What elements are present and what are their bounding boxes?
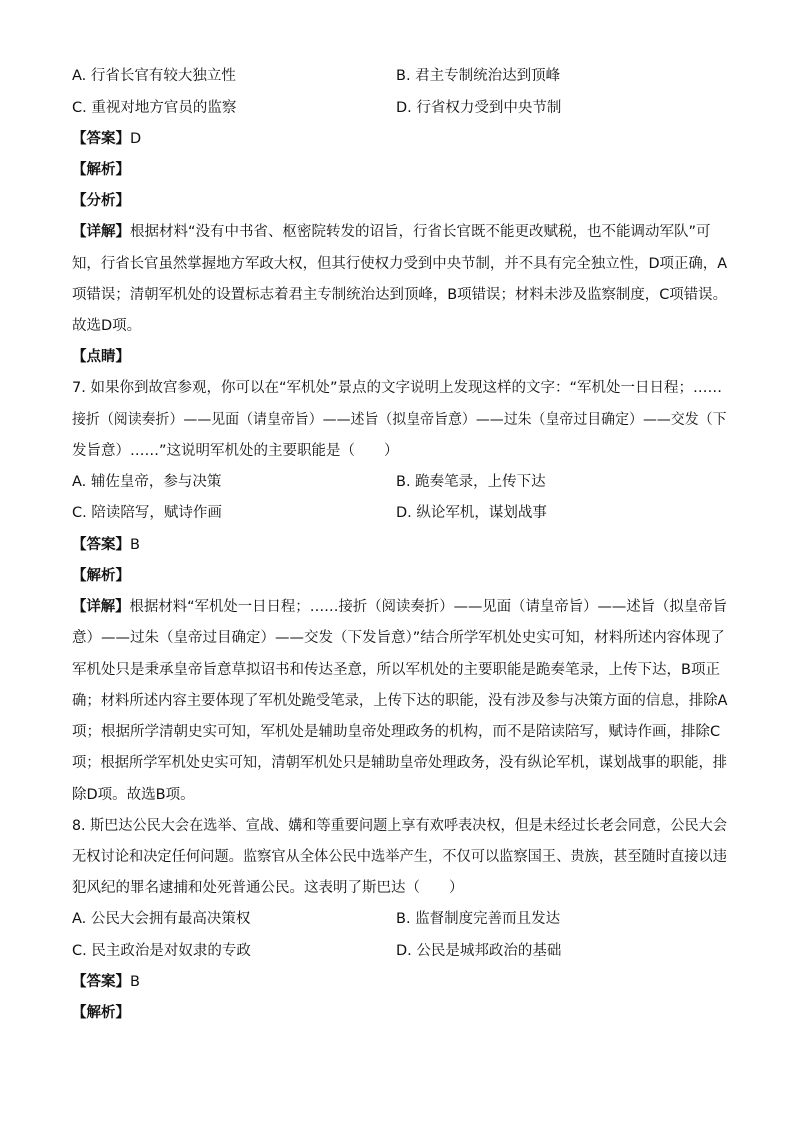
q8-stem-line-2: 无权讨论和决定任何问题。监察官从全体公民中选举产生，不仅可以监察国王、贵族，甚至随时直接以违 xyxy=(72,849,727,865)
q7-option-d: D. 纵论军机，谋划战事 xyxy=(396,505,547,521)
q7-stem-line-2: 接折（阅读奏折）——见面（请皇帝旨）——述旨（拟皇帝旨意）——过朱（皇帝过目确定）——交发（下 xyxy=(72,412,727,428)
q6-detail-line-1: 【详解】根据材料“没有中书省、枢密院转发的诏旨，行省长官既不能更改赋税，也不能调动军队”可 xyxy=(72,224,711,240)
q7-detail-line-1: 【详解】根据材料“军机处一日日程；……接折（阅读奏折）——见面（请皇帝旨）——述旨（拟皇帝旨 xyxy=(72,599,727,615)
q7-stem-line-3: 发旨意）……”这说明军机处的主要职能是（ ） xyxy=(72,443,399,459)
q7-analysis-label: 【解析】 xyxy=(72,568,130,584)
q8-option-d: D. 公民是城邦政治的基础 xyxy=(396,943,562,959)
q7-detail-line-2: 意）——过朱（皇帝过目确定）——交发（下发旨意）”结合所学军机处史实可知，材料所述内容体现了 xyxy=(72,630,725,646)
q6-detail-line-4: 故选D项。 xyxy=(72,318,142,334)
q8-stem-line-3: 犯风纪的罪名逮捕和处死普通公民。这表明了斯巴达（ ） xyxy=(72,880,464,896)
q6-dianjing-label: 【点睛】 xyxy=(72,349,130,365)
q7-detail-line-6: 项；根据所学军机处史实可知，清朝军机处只是辅助皇帝处理政务，没有纵论军机，谋划战事的职能，排 xyxy=(72,755,727,771)
q6-fenxi-label: 【分析】 xyxy=(72,193,130,209)
q6-analysis-label: 【解析】 xyxy=(72,162,130,178)
q7-option-b: B. 跪奏笔录，上传下达 xyxy=(396,474,546,490)
q8-analysis-label: 【解析】 xyxy=(72,1005,130,1021)
q8-option-c: C. 民主政治是对奴隶的专政 xyxy=(72,943,251,959)
q8-option-b: B. 监督制度完善而且发达 xyxy=(396,911,561,927)
q7-detail-line-3: 军机处只是秉承皇帝旨意草拟诏书和传达圣意，所以军机处的主要职能是跪奏笔录，上传下达，B项正 xyxy=(72,662,720,678)
q6-option-a: A. 行省长官有较大独立性 xyxy=(72,68,236,84)
q7-detail-line-5: 项；根据所学清朝史实可知，军机处是辅助皇帝处理政务的机构，而不是陪读陪写，赋诗作画，排除C xyxy=(72,724,721,740)
q7-detail-line-7: 除D项。故选B项。 xyxy=(72,787,195,803)
q7-option-c: C. 陪读陪写，赋诗作画 xyxy=(72,505,222,521)
q6-answer: 【答案】D xyxy=(72,131,142,147)
q6-option-c: C. 重视对地方官员的监察 xyxy=(72,100,237,116)
q6-detail-line-2: 知，行省长官虽然掌握地方军政大权，但其行使权力受到中央节制，并不具有完全独立性，D项正确，A xyxy=(72,256,728,272)
q8-answer: 【答案】B xyxy=(72,974,140,990)
q7-stem-line-1: 7. 如果你到故宫参观，你可以在“军机处”景点的文字说明上发现这样的文字：“军机处一日日程；…… xyxy=(72,380,722,396)
q7-answer: 【答案】B xyxy=(72,537,140,553)
q6-option-b: B. 君主专制统治达到顶峰 xyxy=(396,68,561,84)
q6-option-d: D. 行省权力受到中央节制 xyxy=(396,100,562,116)
q8-stem-line-1: 8. 斯巴达公民大会在选举、宣战、媾和等重要问题上享有欢呼表决权，但是未经过长老会同意，公民大会 xyxy=(72,818,727,834)
q7-option-a: A. 辅佐皇帝，参与决策 xyxy=(72,474,222,490)
q7-detail-line-4: 确；材料所述内容主要体现了军机处跪受笔录，上传下达的职能，没有涉及参与决策方面的信息，排除A xyxy=(72,693,728,709)
q6-detail-line-3: 项错误；清朝军机处的设置标志着君主专制统治达到顶峰，B项错误；材料未涉及监察制度，C项错误。 xyxy=(72,287,728,303)
q8-option-a: A. 公民大会拥有最高决策权 xyxy=(72,911,251,927)
